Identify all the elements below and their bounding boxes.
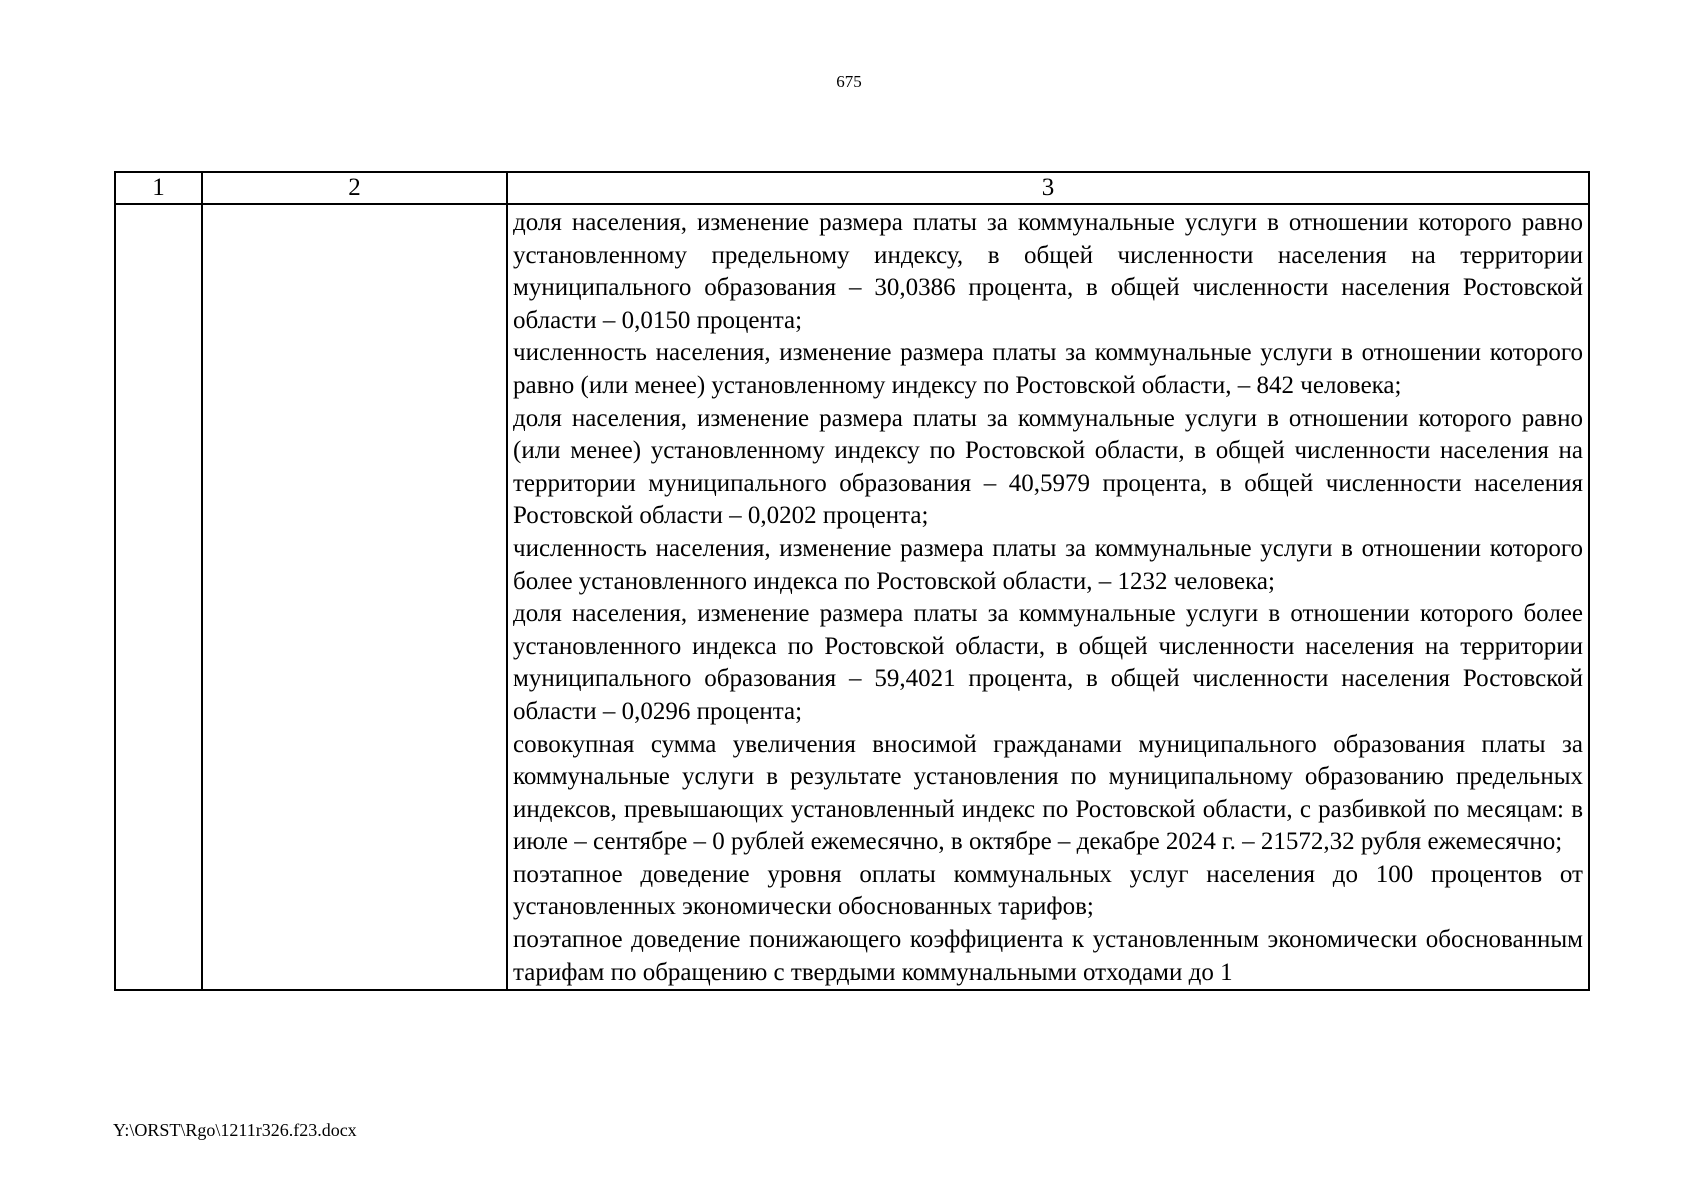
paragraph-3: доля населения, изменение размера платы за коммунальные услуги в отношении которого равно (или менее) установленному индексу по Ростовской области, в общей численности населения на территории муниципального образования – 40,5979 процента, в общей численности населения Ростовской области – 0,0202 процента; [513, 404, 1583, 530]
table-cell-col1 [115, 204, 202, 990]
paragraph-1: доля населения, изменение размера платы за коммунальные услуги в отношении которого равно установленному предельному индексу, в общей численности населения на территории муниципального образования – 30,0386 процента, в общей численности населения Ростовской области – 0,0150 процента; [513, 209, 1583, 334]
table-header-row [115, 172, 1589, 204]
table-row [115, 204, 1589, 990]
paragraph-8: поэтапное доведение понижающего коэффициента к установленным экономически обоснованным тарифам по обращению с твердыми коммунальными отходами до 1 [513, 926, 1583, 986]
footer-file-path: Y:\ORST\Rgo\1211r326.f23.docx [113, 1120, 357, 1140]
page-number: 675 [836, 72, 862, 91]
column-header-1: 1 [115, 172, 202, 204]
paragraph-6: совокупная сумма увеличения вносимой гражданами муниципального образования платы за коммунальные услуги в результате установления по муниципальному образованию предельных индексов, превышающих установленный индекс по Ростовской области, с разбивкой по месяцам: в июле – сентябре – 0 рублей ежемесячно, в октябре – декабре 2024 г. – 21572,32 рубля ежемесячно; [513, 730, 1583, 856]
document-table [114, 171, 1590, 991]
table-cell-col3 [507, 204, 1589, 990]
paragraph-2: численность населения, изменение размера платы за коммунальные услуги в отношении которого равно (или менее) установленному индексу по Ростовской области, – 842 человека; [513, 339, 1583, 399]
paragraph-4: численность населения, изменение размера платы за коммунальные услуги в отношении которого более установленного индекса по Ростовской области, – 1232 человека; [513, 534, 1583, 595]
paragraph-7: поэтапное доведение уровня оплаты коммунальных услуг населения до 100 процентов от установленных экономически обоснованных тарифов; [513, 860, 1583, 921]
paragraph-5: доля населения, изменение размера платы за коммунальные услуги в отношении которого более установленного индекса по Ростовской области, в общей численности населения на территории муниципального образования – 59,4021 процента, в общей численности населения Ростовской области – 0,0296 процента; [513, 600, 1583, 725]
table-cell-col2 [202, 204, 507, 990]
column-header-3: 3 [507, 172, 1589, 204]
column-header-2: 2 [202, 172, 507, 204]
